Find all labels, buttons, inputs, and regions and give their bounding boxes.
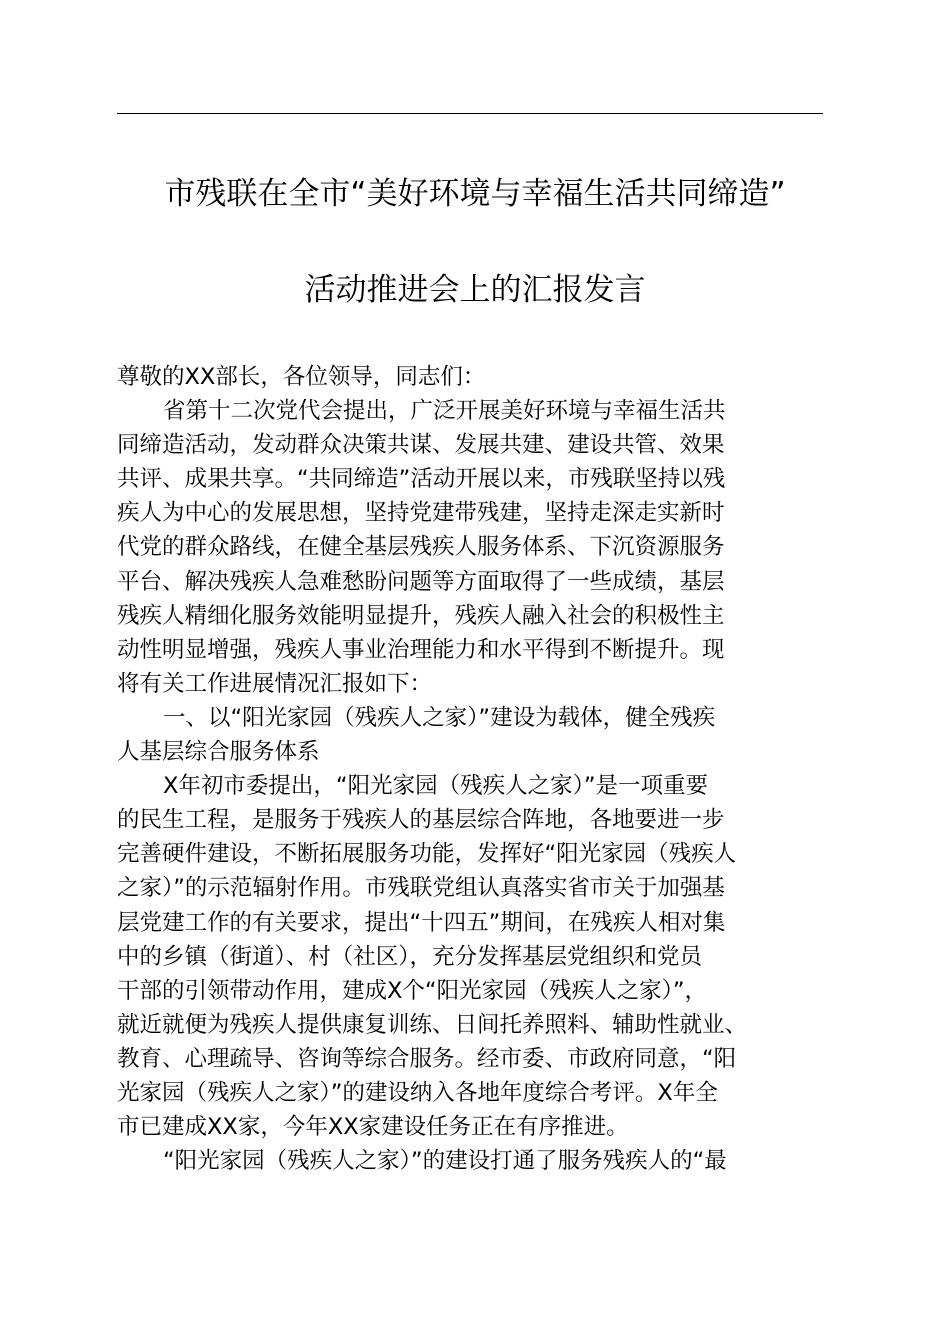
body-line: 同缔造活动，发动群众决策共谋、发展共建、建设共管、效果 <box>117 432 725 459</box>
body-line: 就近就便为残疾人提供康复训练、日间托养照料、辅助性就业、 <box>117 1011 748 1038</box>
header-rule <box>117 113 823 114</box>
body-line: 动性明显增强，残疾人事业治理能力和水平得到不断提升。现 <box>117 636 725 663</box>
body-line: 代党的群众路线，在健全基层残疾人服务体系、下沉资源服务 <box>117 534 725 561</box>
salutation-line: 尊敬的XX部长，各位领导，同志们： <box>117 364 486 390</box>
body-line: 疾人为中心的发展思想，坚持党建带残建，坚持走深走实新时 <box>117 500 725 527</box>
body-line: X年初市委提出，“阳光家园（残疾人之家）”是一项重要 <box>163 773 708 800</box>
body-line: 中的乡镇（街道）、村（社区），充分发挥基层党组织和党员 <box>117 943 703 970</box>
body-line: 教育、心理疏导、咨询等综合服务。经市委、市政府同意，“阳 <box>117 1045 737 1072</box>
body-line: 残疾人精细化服务效能明显提升，残疾人融入社会的积极性主 <box>117 602 725 629</box>
body-line: “阳光家园（残疾人之家）”的建设打通了服务残疾人的“最 <box>163 1148 727 1175</box>
body-line: 平台、解决残疾人急难愁盼问题等方面取得了一些成绩，基层 <box>117 568 725 595</box>
section-heading-line: 一、以“阳光家园（残疾人之家）”建设为载体，健全残疾 <box>163 704 716 731</box>
body-line: 省第十二次党代会提出，广泛开展美好环境与幸福生活共 <box>163 398 726 425</box>
body-line: 之家）”的示范辐射作用。市残联党组认真落实省市关于加强基 <box>117 875 725 902</box>
body-line: 层党建工作的有关要求，提出“十四五”期间，在残疾人相对集 <box>117 909 726 936</box>
body-line: 的民生工程，是服务于残疾人的基层综合阵地，各地要进一步 <box>117 807 725 834</box>
body-line: 完善硬件建设，不断拓展服务功能，发挥好“阳光家园（残疾人 <box>117 841 737 868</box>
document-title-line-2: 活动推进会上的汇报发言 <box>304 272 646 308</box>
section-heading-line: 人基层综合服务体系 <box>117 739 320 766</box>
body-line: 将有关工作进展情况汇报如下： <box>117 670 433 697</box>
document-title-line-1: 市残联在全市“美好环境与幸福生活共同缔造” <box>164 176 786 212</box>
body-line: 干部的引领带动作用，建成X个“阳光家园（残疾人之家）”， <box>117 977 707 1004</box>
document-body <box>117 360 827 1178</box>
body-line: 光家园（残疾人之家）”的建设纳入各地年度综合考评。X年全 <box>117 1079 718 1106</box>
body-line: 市已建成XX家，今年XX家建设任务正在有序推进。 <box>117 1114 629 1141</box>
body-line: 共评、成果共享。“共同缔造”活动开展以来，市残联坚持以残 <box>117 466 726 493</box>
